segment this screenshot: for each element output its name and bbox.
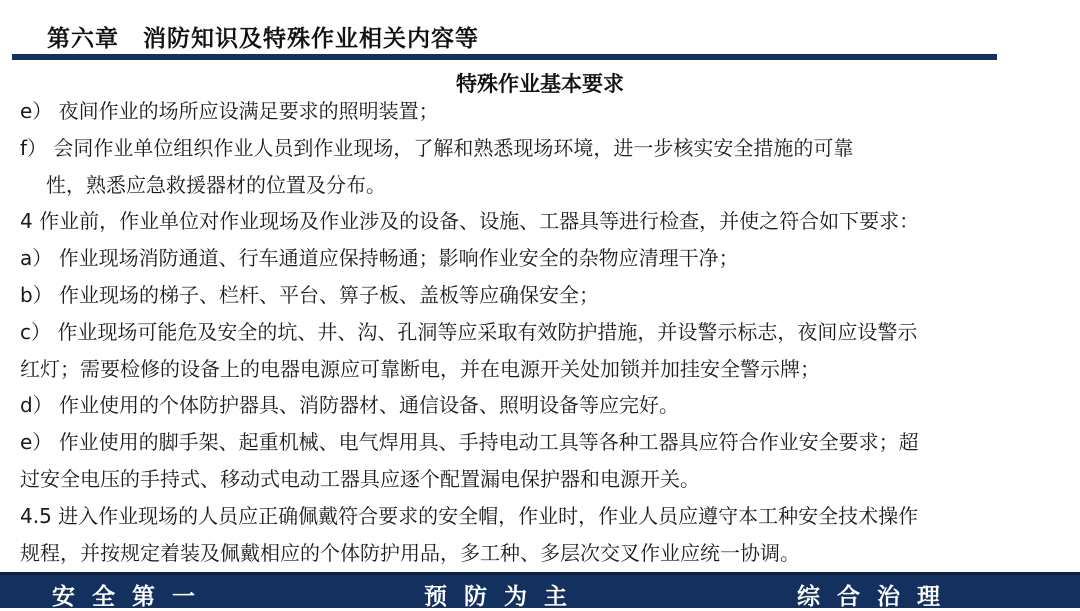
text-line: d） 作业使用的个体防护器具、消防器材、通信设备、照明设备等应完好。: [20, 393, 680, 418]
text-line: 过安全电压的手持式、移动式电动工器具应逐个配置漏电保护器和电源开关。: [20, 466, 700, 491]
text-line: 性，熟悉应急救援器材的位置及分布。: [46, 172, 386, 197]
footer-slogan-comprehensive: 综合治理: [797, 584, 957, 610]
text-line: c） 作业现场可能危及安全的坑、井、沟、孔洞等应采取有效防护措施，并设警示标志，夜间应设警示: [20, 319, 918, 344]
text-line: b） 作业现场的梯子、栏杆、平台、箅子板、盖板等应确保安全；: [20, 282, 600, 307]
footer-slogan-prevention: 预防为主: [424, 584, 584, 610]
text-line: 4.5 进入作业现场的人员应正确佩戴符合要求的安全帽，作业时，作业人员应遵守本工种安全技术操作: [20, 503, 919, 528]
header-divider: [12, 54, 997, 60]
section-title: 特殊作业基本要求: [456, 72, 624, 96]
text-line: 规程，并按规定着装及佩戴相应的个体防护用品，多工种、多层次交叉作业应统一协调。: [20, 540, 800, 565]
body-text: [20, 93, 1065, 571]
text-line: e） 夜间作业的场所应设满足要求的照明装置；: [20, 99, 439, 123]
text-line: 红灯；需要检修的设备上的电器电源应可靠断电，并在电源开关处加锁并加挂安全警示牌；: [20, 356, 820, 381]
chapter-title: 第六章 消防知识及特殊作业相关内容等: [47, 26, 479, 52]
text-line: e） 作业使用的脚手架、起重机械、电气焊用具、手持电动工具等各种工器具应符合作业安全要求；超: [20, 430, 919, 455]
footer-banner: [0, 572, 1080, 608]
text-line: f） 会同作业单位组织作业人员到作业现场，了解和熟悉现场环境，进一步核实安全措施的可靠: [20, 135, 854, 160]
text-line: a） 作业现场消防通道、行车通道应保持畅通；影响作业安全的杂物应清理干净；: [20, 246, 739, 271]
text-line: 4 作业前，作业单位对作业现场及作业涉及的设备、设施、工器具等进行检查，并使之符合如下要求：: [20, 209, 920, 234]
footer-slogan-safety-first: 安全第一: [52, 584, 212, 610]
